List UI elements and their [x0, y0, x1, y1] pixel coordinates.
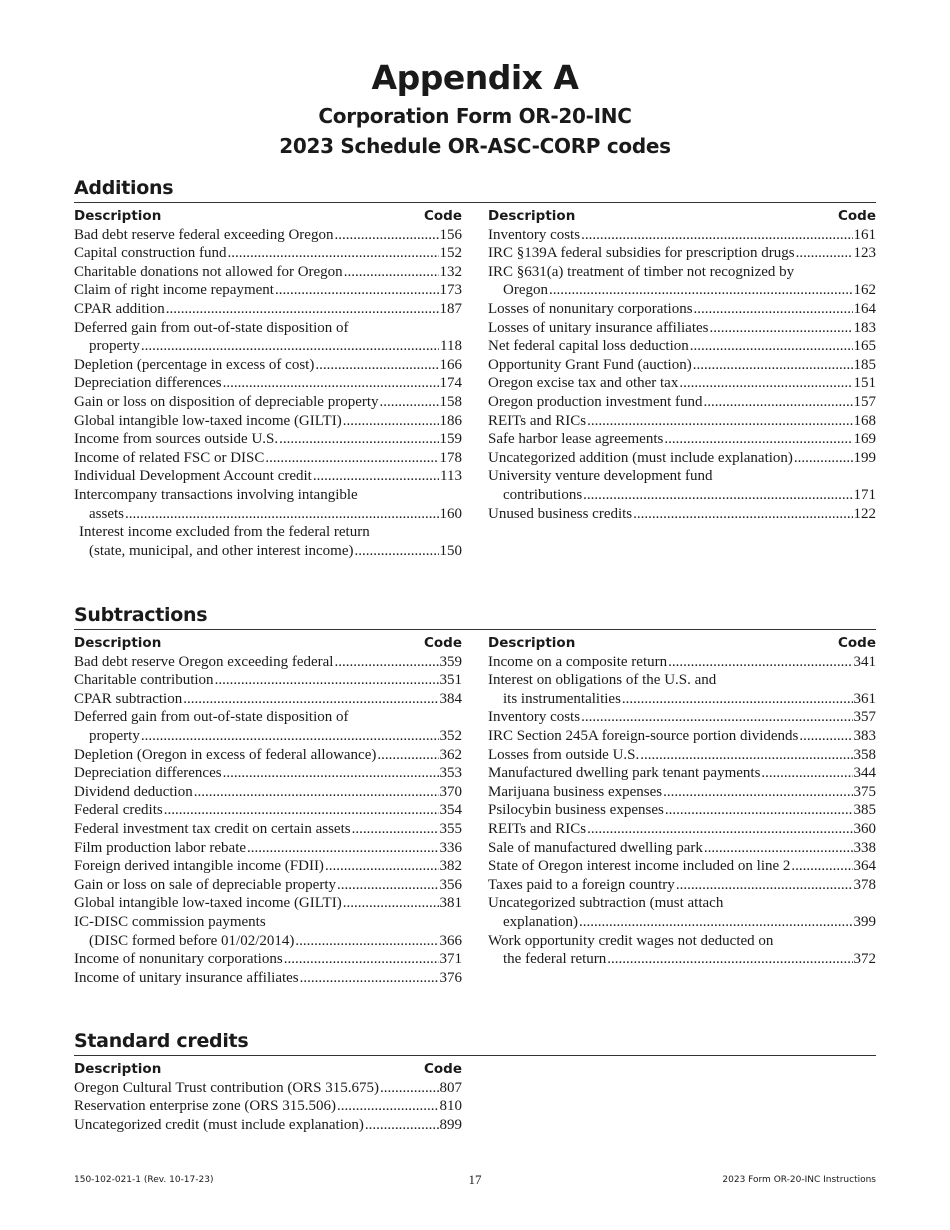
dot-leader — [587, 820, 852, 839]
description-header: Description — [488, 208, 576, 224]
table-row — [74, 412, 462, 431]
row-description: Income from sources outside U.S. — [74, 431, 279, 448]
dot-leader — [141, 727, 439, 746]
dot-leader — [380, 393, 439, 412]
row-code: 118 — [440, 338, 462, 355]
row-code: 187 — [439, 300, 462, 317]
table-row — [74, 244, 462, 263]
row-code: 372 — [853, 951, 876, 968]
row-description: Oregon Cultural Trust contribution (ORS 315.675) — [74, 1079, 380, 1096]
row-description: IRC Section 245A foreign-source portion dividends — [488, 727, 799, 744]
table-row — [74, 764, 462, 783]
row-description: Income of unitary insurance affiliates — [74, 969, 299, 986]
row-description: Safe harbor lease agreements — [488, 431, 664, 448]
row-code: 362 — [439, 746, 462, 763]
row-description: Depletion (Oregon in excess of federal allowance) — [74, 746, 377, 763]
table-row — [74, 300, 462, 319]
table-row — [74, 374, 462, 393]
row-code: 156 — [439, 226, 462, 243]
row-code: 174 — [439, 375, 462, 392]
row-description: Losses of unitary insurance affiliates — [488, 319, 709, 336]
table-row — [74, 839, 462, 858]
dot-leader — [334, 226, 438, 245]
row-code: 353 — [439, 765, 462, 782]
row-description: Individual Development Account credit — [74, 468, 312, 485]
row-description: Losses from outside U.S. — [488, 746, 640, 763]
dot-leader — [549, 281, 853, 300]
row-code: 165 — [853, 338, 876, 355]
row-code: 185 — [853, 356, 876, 373]
dot-leader — [275, 281, 439, 300]
row-code: 122 — [853, 505, 876, 522]
row-code: 199 — [853, 449, 876, 466]
table-row — [488, 653, 876, 672]
table-row — [488, 913, 876, 932]
page-number: 17 — [468, 1172, 482, 1187]
dot-leader — [380, 1079, 438, 1098]
dot-leader — [799, 727, 852, 746]
column-header — [74, 1060, 462, 1079]
row-description: Reservation enterprise zone (ORS 315.506) — [74, 1098, 337, 1115]
additions-left-column — [74, 207, 462, 560]
row-code: 807 — [439, 1079, 462, 1096]
table-row-text: Interest on obligations of the U.S. and — [488, 672, 717, 689]
row-code: 358 — [853, 746, 876, 763]
row-description: CPAR subtraction — [74, 690, 183, 707]
row-code: 399 — [853, 913, 876, 930]
standard-credits-section — [74, 1028, 876, 1148]
row-description: Income of related FSC or DISC — [74, 449, 265, 466]
row-code: 171 — [853, 486, 876, 503]
row-code: 341 — [853, 653, 876, 670]
row-description: contributions — [503, 486, 583, 503]
section-title: Additions — [74, 175, 876, 203]
row-code: 338 — [853, 839, 876, 856]
column-header — [74, 207, 462, 226]
page-subtitle-schedule: 2023 Schedule OR-ASC-CORP codes — [279, 134, 671, 158]
table-row — [74, 1116, 462, 1135]
dot-leader — [583, 486, 852, 505]
row-description: Income of nonunitary corporations — [74, 951, 283, 968]
row-code: 361 — [853, 690, 876, 707]
row-code: 123 — [853, 245, 876, 262]
table-row — [488, 876, 876, 895]
table-row — [74, 1097, 462, 1116]
row-code: 381 — [439, 895, 462, 912]
dot-leader — [704, 393, 853, 412]
dot-leader — [265, 449, 438, 468]
row-description: IRC §139A federal subsidies for prescription drugs — [488, 245, 795, 262]
table-row — [74, 467, 462, 486]
row-code: 364 — [853, 858, 876, 875]
dot-leader — [344, 263, 439, 282]
dot-leader — [668, 653, 852, 672]
table-row — [74, 894, 462, 913]
table-row — [488, 486, 876, 505]
row-code: 385 — [853, 802, 876, 819]
table-row — [488, 430, 876, 449]
row-description: Depreciation differences — [74, 765, 222, 782]
row-description: Depletion (percentage in excess of cost) — [74, 356, 315, 373]
dot-leader — [355, 542, 439, 561]
table-row — [488, 783, 876, 802]
page-title: Appendix A — [371, 58, 579, 97]
table-row — [488, 727, 876, 746]
row-description: Opportunity Grant Fund (auction) — [488, 356, 692, 373]
row-code: 370 — [439, 783, 462, 800]
row-code: 351 — [439, 672, 462, 689]
dot-leader — [247, 839, 438, 858]
table-row — [74, 430, 462, 449]
table-row-text: Intercompany transactions involving intangible — [74, 486, 358, 503]
table-row — [488, 300, 876, 319]
row-code: 376 — [439, 969, 462, 986]
row-code: 356 — [439, 876, 462, 893]
dot-leader — [693, 356, 853, 375]
row-description: (DISC formed before 01/02/2014) — [89, 932, 295, 949]
row-description: Film production labor rebate — [74, 839, 247, 856]
row-code: 158 — [439, 393, 462, 410]
dot-leader — [295, 932, 438, 951]
table-row — [74, 542, 462, 561]
page-footer — [74, 1172, 876, 1188]
table-row-text: IRC §631(a) treatment of timber not recognized by — [488, 263, 795, 280]
table-row — [488, 857, 876, 876]
table-row — [488, 393, 876, 412]
dot-leader — [223, 374, 439, 393]
table-row — [74, 1079, 462, 1098]
row-description: Charitable donations not allowed for Oregon — [74, 263, 343, 280]
row-description: Oregon — [503, 282, 548, 299]
row-description: property — [89, 338, 140, 355]
table-row — [74, 356, 462, 375]
dot-leader — [325, 857, 439, 876]
row-code: 161 — [853, 226, 876, 243]
row-description: Federal investment tax credit on certain assets — [74, 820, 351, 837]
row-description: Losses of nonunitary corporations — [488, 300, 693, 317]
row-code: 151 — [853, 375, 876, 392]
dot-leader — [579, 913, 853, 932]
row-description: Uncategorized credit (must include explanation) — [74, 1116, 364, 1133]
table-row — [488, 281, 876, 300]
dot-leader — [665, 801, 853, 820]
table-row — [488, 801, 876, 820]
row-description: Claim of right income repayment — [74, 282, 274, 299]
row-code: 378 — [853, 876, 876, 893]
dot-leader — [581, 226, 852, 245]
row-description: explanation) — [503, 913, 578, 930]
form-number: 150-102-021-1 (Rev. 10-17-23) — [74, 1175, 214, 1185]
table-row — [74, 226, 462, 245]
page-subtitle-form: Corporation Form OR-20-INC — [318, 104, 632, 128]
row-code: 382 — [439, 858, 462, 875]
row-code: 178 — [439, 449, 462, 466]
additions-section — [74, 175, 876, 575]
dot-leader — [164, 801, 439, 820]
dot-leader — [183, 690, 438, 709]
table-row — [488, 244, 876, 263]
table-row — [488, 839, 876, 858]
row-description: its instrumentalities — [503, 690, 621, 707]
row-code: 359 — [439, 653, 462, 670]
table-row — [74, 393, 462, 412]
row-code: 375 — [853, 783, 876, 800]
table-row — [488, 412, 876, 431]
dot-leader — [607, 950, 852, 969]
row-code: 371 — [439, 951, 462, 968]
dot-leader — [710, 319, 853, 338]
row-description: Income on a composite return — [488, 653, 668, 670]
row-code: 352 — [439, 727, 462, 744]
row-description: the federal return — [503, 951, 607, 968]
row-description: Inventory costs — [488, 709, 581, 726]
dot-leader — [690, 337, 853, 356]
row-code: 899 — [439, 1116, 462, 1133]
row-code: 336 — [439, 839, 462, 856]
table-row — [74, 505, 462, 524]
row-code: 366 — [439, 932, 462, 949]
table-row — [488, 764, 876, 783]
dot-leader — [284, 950, 439, 969]
row-code: 160 — [439, 505, 462, 522]
dot-leader — [640, 746, 852, 765]
row-description: Oregon excise tax and other tax — [488, 375, 679, 392]
row-description: Marijuana business expenses — [488, 783, 663, 800]
dot-leader — [337, 876, 439, 895]
description-header: Description — [488, 635, 576, 651]
code-header: Code — [423, 1061, 462, 1077]
table-row-text: IC-DISC commission payments — [74, 913, 266, 930]
table-row — [488, 820, 876, 839]
row-code: 173 — [439, 282, 462, 299]
table-row — [74, 857, 462, 876]
dot-leader — [141, 337, 439, 356]
row-description: Uncategorized addition (must include explanation) — [488, 449, 793, 466]
row-code: 186 — [439, 412, 462, 429]
row-description: (state, municipal, and other interest income) — [89, 542, 354, 559]
row-code: 152 — [439, 245, 462, 262]
dot-leader — [313, 467, 439, 486]
table-row-text: University venture development fund — [488, 468, 713, 485]
table-row — [74, 727, 462, 746]
row-code: 113 — [440, 468, 462, 485]
dot-leader — [300, 969, 439, 988]
row-description: State of Oregon interest income included on line 2 — [488, 858, 791, 875]
table-row — [74, 653, 462, 672]
table-row — [488, 337, 876, 356]
row-code: 159 — [439, 431, 462, 448]
row-description: Capital construction fund — [74, 245, 227, 262]
table-row-text: Deferred gain from out-of-state disposition of — [74, 319, 349, 336]
dot-leader — [794, 449, 853, 468]
table-row — [74, 263, 462, 282]
dot-leader — [622, 690, 853, 709]
code-header: Code — [423, 635, 462, 651]
dot-leader — [676, 876, 853, 895]
standard-credits-left-column — [74, 1060, 462, 1134]
table-row-text: Deferred gain from out-of-state disposition of — [74, 709, 349, 726]
column-header — [488, 634, 876, 653]
dot-leader — [279, 430, 438, 449]
row-description: Foreign derived intangible income (FDII) — [74, 858, 324, 875]
row-description: Federal credits — [74, 802, 163, 819]
column-header — [488, 207, 876, 226]
row-code: 162 — [853, 282, 876, 299]
dot-leader — [223, 764, 439, 783]
table-row — [488, 374, 876, 393]
row-description: Bad debt reserve federal exceeding Oregon — [74, 226, 334, 243]
dot-leader — [365, 1116, 439, 1135]
row-code: 183 — [853, 319, 876, 336]
row-description: Unused business credits — [488, 505, 633, 522]
row-code: 169 — [853, 431, 876, 448]
row-code: 166 — [439, 356, 462, 373]
row-description: Sale of manufactured dwelling park — [488, 839, 703, 856]
row-description: Gain or loss on disposition of depreciable property — [74, 393, 379, 410]
row-code: 357 — [853, 709, 876, 726]
table-row — [74, 449, 462, 468]
dot-leader — [352, 820, 439, 839]
dot-leader — [761, 764, 852, 783]
table-row — [74, 671, 462, 690]
row-code: 132 — [439, 263, 462, 280]
row-code: 355 — [439, 820, 462, 837]
table-row-text: Uncategorized subtraction (must attach — [488, 895, 724, 912]
row-description: Charitable contribution — [74, 672, 214, 689]
dot-leader — [334, 653, 438, 672]
dot-leader — [337, 1097, 438, 1116]
row-code: 360 — [853, 820, 876, 837]
dot-leader — [125, 505, 439, 524]
table-row — [488, 356, 876, 375]
subtractions-left-column — [74, 634, 462, 987]
row-description: Oregon production investment fund — [488, 393, 703, 410]
table-row — [74, 690, 462, 709]
dot-leader — [663, 783, 852, 802]
row-description: REITs and RICs — [488, 412, 587, 429]
table-row — [74, 876, 462, 895]
subtractions-section — [74, 602, 876, 1002]
row-code: 354 — [439, 802, 462, 819]
dot-leader — [633, 505, 852, 524]
row-description: Dividend deduction — [74, 783, 193, 800]
row-code: 150 — [439, 542, 462, 559]
table-row — [488, 950, 876, 969]
section-title: Standard credits — [74, 1028, 876, 1056]
dot-leader — [791, 857, 852, 876]
table-row — [74, 820, 462, 839]
row-description: property — [89, 727, 140, 744]
row-description: Global intangible low-taxed income (GILTI) — [74, 412, 342, 429]
table-row — [488, 505, 876, 524]
row-code: 168 — [853, 412, 876, 429]
dot-leader — [315, 356, 438, 375]
additions-right-column — [488, 207, 876, 523]
table-row — [488, 708, 876, 727]
dot-leader — [704, 839, 853, 858]
row-description: REITs and RICs — [488, 820, 587, 837]
table-row — [488, 226, 876, 245]
row-description: Psilocybin business expenses — [488, 802, 664, 819]
description-header: Description — [74, 1061, 162, 1077]
table-row-text: Interest income excluded from the federal return — [79, 524, 370, 541]
table-row-text: Work opportunity credit wages not deducted on — [488, 932, 774, 949]
dot-leader — [679, 374, 852, 393]
table-row — [74, 783, 462, 802]
code-header: Code — [837, 208, 876, 224]
table-row — [488, 690, 876, 709]
dot-leader — [581, 708, 852, 727]
row-description: assets — [89, 505, 124, 522]
row-description: Net federal capital loss deduction — [488, 338, 689, 355]
table-row — [488, 746, 876, 765]
table-row — [74, 969, 462, 988]
row-code: 383 — [853, 727, 876, 744]
table-row — [74, 746, 462, 765]
row-code: 157 — [853, 393, 876, 410]
row-description: Bad debt reserve Oregon exceeding federal — [74, 653, 334, 670]
row-description: Manufactured dwelling park tenant payments — [488, 765, 761, 782]
row-description: Global intangible low-taxed income (GILTI) — [74, 895, 342, 912]
row-code: 344 — [853, 765, 876, 782]
row-code: 164 — [853, 300, 876, 317]
dot-leader — [343, 894, 439, 913]
column-header — [74, 634, 462, 653]
row-description: Inventory costs — [488, 226, 581, 243]
dot-leader — [343, 412, 439, 431]
row-description: Depreciation differences — [74, 375, 222, 392]
description-header: Description — [74, 635, 162, 651]
dot-leader — [194, 783, 439, 802]
table-row — [74, 801, 462, 820]
dot-leader — [796, 244, 853, 263]
dot-leader — [664, 430, 852, 449]
row-description: Taxes paid to a foreign country — [488, 876, 675, 893]
table-row — [74, 950, 462, 969]
subtractions-right-column — [488, 634, 876, 969]
row-code: 384 — [439, 690, 462, 707]
row-code: 810 — [439, 1098, 462, 1115]
table-row — [488, 319, 876, 338]
dot-leader — [215, 671, 439, 690]
code-header: Code — [423, 208, 462, 224]
row-description: Gain or loss on sale of depreciable property — [74, 876, 336, 893]
table-row — [74, 337, 462, 356]
description-header: Description — [74, 208, 162, 224]
table-row — [74, 932, 462, 951]
section-title: Subtractions — [74, 602, 876, 630]
dot-leader — [227, 244, 438, 263]
dot-leader — [377, 746, 438, 765]
row-description: CPAR addition — [74, 300, 165, 317]
code-header: Code — [837, 635, 876, 651]
dot-leader — [587, 412, 852, 431]
table-row — [488, 449, 876, 468]
form-instructions-label: 2023 Form OR-20-INC Instructions — [722, 1175, 876, 1185]
dot-leader — [694, 300, 853, 319]
table-row — [74, 281, 462, 300]
dot-leader — [166, 300, 439, 319]
